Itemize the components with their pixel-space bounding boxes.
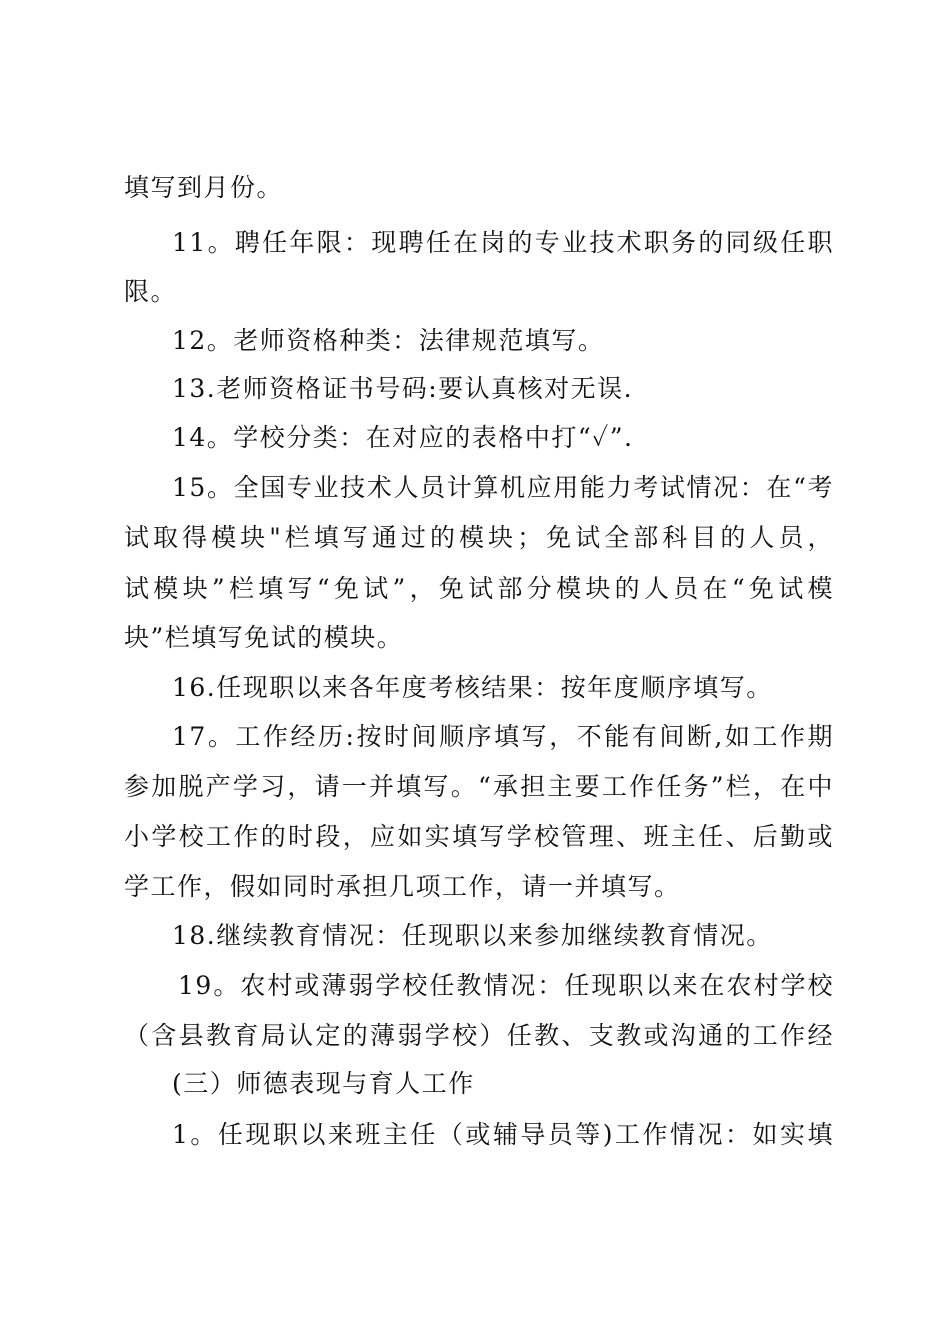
text-line: （含县教育局认定的薄弱学校）任教、支教或沟通的工作经 bbox=[124, 1021, 834, 1050]
text-line: 限。 bbox=[124, 277, 178, 306]
text-line: 填写到月份。 bbox=[124, 173, 284, 202]
text-line: 19。农村或薄弱学校任教情况：任现职以来在农村学校 bbox=[178, 971, 834, 1000]
text-line: 1。任现职以来班主任（或辅导员等)工作情况：如实填 bbox=[172, 1120, 834, 1149]
text-line: 学工作，假如同时承担几项工作，请一并填写。 bbox=[124, 872, 681, 901]
text-line: 18.继续教育情况：任现职以来参加继续教育情况。 bbox=[172, 921, 773, 950]
text-line: 块”栏填写免试的模块。 bbox=[124, 623, 404, 652]
text-line: 试模块”栏填写“免试”，免试部分模块的人员在“免试模 bbox=[124, 574, 834, 603]
text-line: 17。工作经历:按时间顺序填写，不能有间断,如工作期 bbox=[172, 722, 834, 751]
text-line: 小学校工作的时段，应如实填写学校管理、班主任、后勤或 bbox=[124, 822, 834, 851]
text-line: 11。聘任年限：现聘任在岗的专业技术职务的同级任职 bbox=[172, 228, 834, 257]
text-line: 参加脱产学习，请一并填写。“承担主要工作任务”栏，在中 bbox=[124, 772, 834, 801]
text-line: 15。全国专业技术人员计算机应用能力考试情况：在“考 bbox=[172, 473, 834, 502]
text-line: 12。老师资格种类：法律规范填写。 bbox=[172, 326, 605, 355]
text-line: 14。学校分类：在对应的表格中打“✓”. bbox=[172, 423, 634, 452]
text-line: 试取得模块"栏填写通过的模块；免试全部科目的人员， bbox=[124, 523, 834, 552]
text-line: 13.老师资格证书号码:要认真核对无误. bbox=[172, 374, 634, 403]
text-line: 16.任现职以来各年度考核结果：按年度顺序填写。 bbox=[172, 673, 773, 702]
section-heading: (三）师德表现与育人工作 bbox=[172, 1069, 475, 1098]
